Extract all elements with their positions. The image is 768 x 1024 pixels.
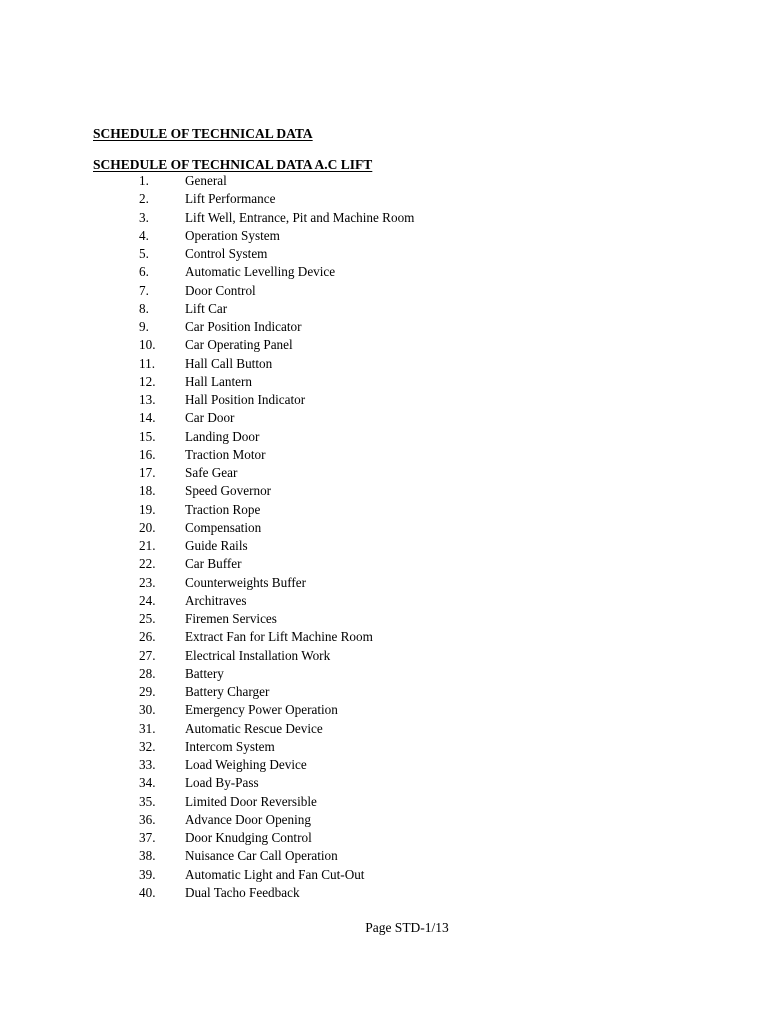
list-item-label: Architraves [185, 592, 247, 608]
list-item-label: Traction Rope [185, 501, 261, 517]
list-item-label: Hall Call Button [185, 355, 273, 371]
list-item-number: 30. [139, 702, 156, 718]
list-item-number: 18. [139, 483, 156, 499]
list-item [0, 391, 768, 409]
list-item-label: Car Door [185, 410, 235, 426]
list-item-label: Nuisance Car Call Operation [185, 848, 338, 864]
list-item-label: Electrical Installation Work [185, 647, 331, 663]
list-item [0, 355, 768, 373]
list-item-label: Compensation [185, 519, 262, 535]
list-item-label: Lift Well, Entrance, Pit and Machine Room [185, 209, 415, 225]
list-item-number: 12. [139, 373, 156, 389]
list-item-number: 22. [139, 556, 156, 572]
list-item-number: 38. [139, 848, 156, 864]
list-item [0, 665, 768, 683]
list-item [0, 318, 768, 336]
list-item-label: Battery Charger [185, 684, 270, 699]
list-item-number: 29. [139, 684, 156, 699]
list-item-number: 39. [139, 866, 156, 882]
list-item [0, 209, 768, 227]
list-item [0, 172, 768, 190]
list-item [0, 683, 768, 701]
list-item-number: 8. [139, 300, 149, 316]
list-item-number: 25. [139, 611, 156, 626]
list-item-label: Guide Rails [185, 538, 248, 553]
list-item-label: Emergency Power Operation [185, 702, 338, 718]
list-item-label: Door Knudging Control [185, 830, 312, 845]
list-item-label: Load By-Pass [185, 775, 259, 791]
list-item [0, 282, 768, 300]
list-item [0, 884, 768, 902]
list-item-number: 32. [139, 738, 156, 754]
list-item [0, 829, 768, 847]
list-item-number: 14. [139, 410, 156, 426]
list-item-label: Hall Position Indicator [185, 392, 306, 407]
list-item-label: Automatic Levelling Device [185, 264, 336, 280]
contents-list [0, 172, 768, 902]
list-item-number: 40. [139, 884, 156, 900]
list-item-number: 5. [139, 246, 149, 261]
list-item-label: Speed Governor [185, 483, 272, 499]
list-item-number: 36. [139, 811, 156, 827]
document-title: SCHEDULE OF TECHNICAL DATA [93, 126, 313, 141]
list-item-number: 16. [139, 446, 156, 462]
list-item [0, 701, 768, 719]
list-item-number: 15. [139, 428, 156, 444]
list-item-number: 31. [139, 720, 156, 736]
list-item-label: Automatic Light and Fan Cut-Out [185, 866, 365, 882]
list-item-number: 3. [139, 209, 149, 225]
list-item [0, 482, 768, 500]
list-item-number: 26. [139, 629, 156, 645]
list-item-number: 6. [139, 264, 149, 280]
page-number: Page STD-1/13 [365, 920, 449, 935]
list-item-label: Counterweights Buffer [185, 574, 306, 590]
list-item-number: 24. [139, 592, 156, 608]
list-item [0, 628, 768, 646]
list-item [0, 537, 768, 555]
list-item-number: 34. [139, 775, 156, 791]
list-item-number: 10. [139, 337, 156, 353]
list-item-label: Landing Door [185, 428, 260, 444]
list-item-label: Control System [185, 246, 268, 261]
list-item-label: Door Control [185, 282, 256, 298]
list-item-label: Safe Gear [185, 465, 238, 480]
list-item [0, 811, 768, 829]
list-item-label: Automatic Rescue Device [185, 720, 323, 736]
list-item [0, 738, 768, 756]
list-item [0, 610, 768, 628]
list-item-label: Hall Lantern [185, 373, 253, 389]
list-item-number: 2. [139, 191, 149, 207]
list-item-label: Car Operating Panel [185, 337, 293, 353]
list-item-number: 17. [139, 465, 156, 480]
list-item [0, 555, 768, 573]
list-item-label: Battery [185, 665, 224, 681]
list-item-label: Lift Performance [185, 191, 276, 207]
list-item-label: Traction Motor [185, 446, 266, 462]
list-item [0, 592, 768, 610]
section-title: SCHEDULE OF TECHNICAL DATA A.C LIFT [93, 157, 373, 172]
list-item [0, 501, 768, 519]
list-item-label: Intercom System [185, 738, 275, 754]
list-item-label: Car Position Indicator [185, 319, 302, 334]
list-item [0, 409, 768, 427]
list-item-number: 1. [139, 173, 149, 188]
list-item-number: 19. [139, 501, 156, 517]
list-item-label: Limited Door Reversible [185, 793, 317, 809]
list-item [0, 446, 768, 464]
list-item [0, 574, 768, 592]
list-item-number: 11. [139, 355, 155, 371]
list-item-number: 9. [139, 319, 149, 334]
list-item [0, 519, 768, 537]
list-item [0, 373, 768, 391]
list-item-label: Extract Fan for Lift Machine Room [185, 629, 373, 645]
list-item-number: 28. [139, 665, 156, 681]
list-item [0, 190, 768, 208]
list-item-number: 4. [139, 227, 149, 243]
list-item-label: Load Weighing Device [185, 757, 307, 772]
list-item-label: Lift Car [185, 300, 228, 316]
list-item-number: 27. [139, 647, 156, 663]
list-item [0, 428, 768, 446]
list-item [0, 245, 768, 263]
list-item-number: 37. [139, 830, 156, 845]
list-item [0, 464, 768, 482]
list-item-number: 21. [139, 538, 156, 553]
list-item-label: Dual Tacho Feedback [185, 884, 300, 900]
list-item [0, 756, 768, 774]
list-item [0, 793, 768, 811]
list-item [0, 336, 768, 354]
list-item-number: 7. [139, 282, 149, 298]
list-item [0, 847, 768, 865]
list-item-number: 33. [139, 757, 156, 772]
list-item [0, 774, 768, 792]
list-item [0, 647, 768, 665]
list-item-label: Advance Door Opening [185, 811, 311, 827]
list-item [0, 263, 768, 281]
list-item-label: Car Buffer [185, 556, 242, 572]
list-item-label: Firemen Services [185, 611, 277, 626]
list-item [0, 720, 768, 738]
list-item-number: 23. [139, 574, 156, 590]
list-item [0, 227, 768, 245]
list-item [0, 300, 768, 318]
list-item-number: 20. [139, 519, 156, 535]
list-item-label: General [185, 173, 227, 188]
list-item-number: 13. [139, 392, 156, 407]
list-item [0, 866, 768, 884]
list-item-label: Operation System [185, 227, 280, 243]
list-item-number: 35. [139, 793, 156, 809]
